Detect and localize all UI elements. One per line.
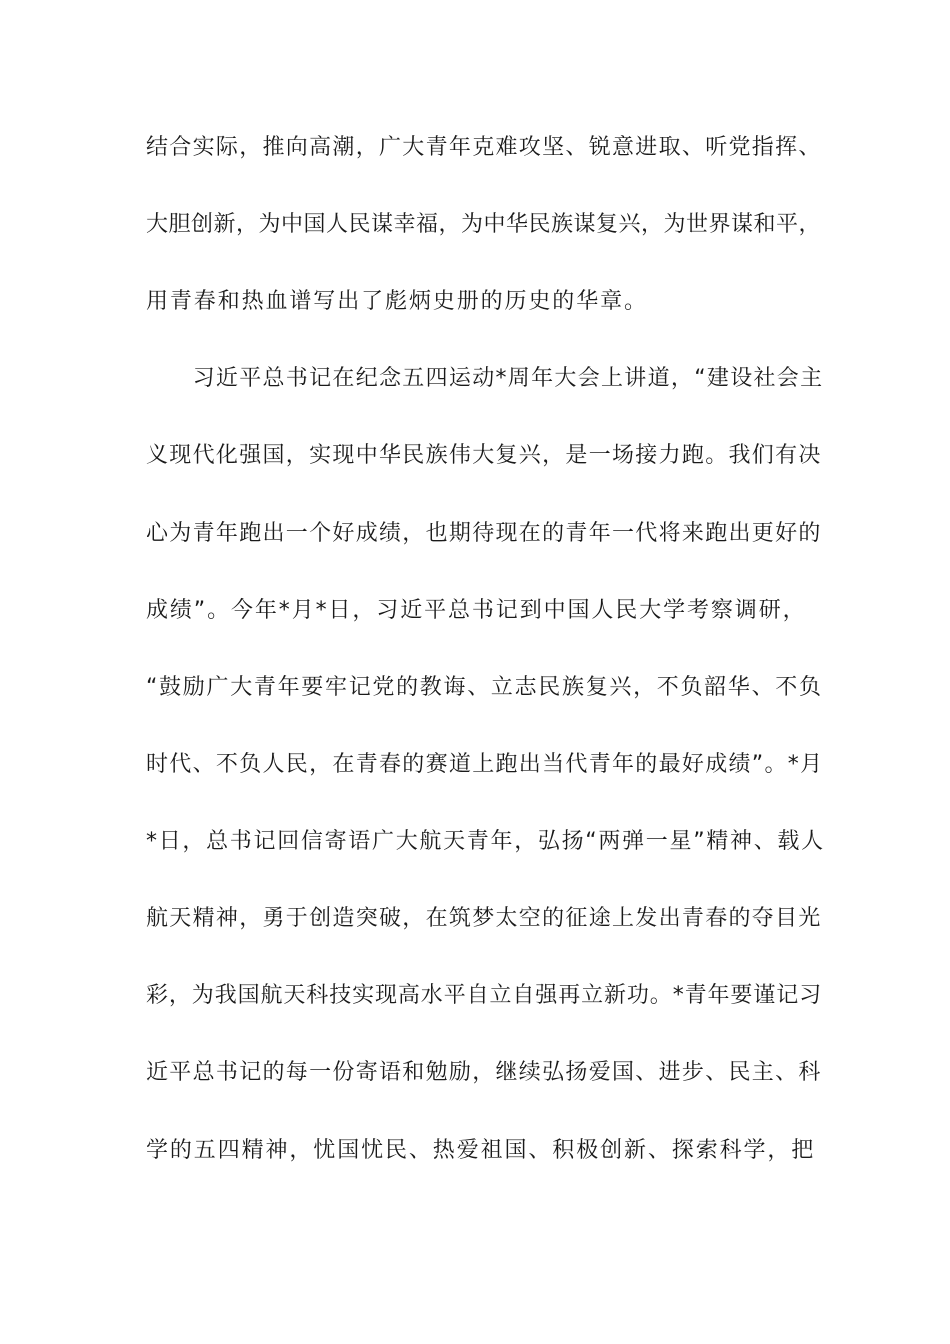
text-line: 时代、不负人民，在青春的赛道上跑出当代青年的最好成绩”。*月 bbox=[146, 752, 824, 777]
text-line: 成绩”。今年*月*日，习近平总书记到中国人民大学考察调研， bbox=[146, 598, 807, 623]
text-line: 心为青年跑出一个好成绩，也期待现在的青年一代将来跑出更好的 bbox=[146, 521, 822, 546]
text-line: 大胆创新，为中国人民谋幸福，为中华民族谋复兴，为世界谋和平， bbox=[146, 212, 822, 237]
text-line: 习近平总书记在纪念五四运动*周年大会上讲道，“建设社会主 bbox=[146, 366, 824, 391]
text-line: 学的五四精神，忧国忧民、热爱祖国、积极创新、探索科学，把 bbox=[146, 1138, 816, 1163]
text-line: 结合实际，推向高潮，广大青年克难攻坚、锐意进取、听党指挥、 bbox=[146, 135, 822, 160]
text-line: 彩，为我国航天科技实现高水平自立自强再立新功。*青年要谨记习 bbox=[146, 983, 823, 1008]
text-line: 近平总书记的每一份寄语和勉励，继续弘扬爱国、进步、民主、科 bbox=[146, 1060, 822, 1085]
text-line: 用青春和热血谱写出了彪炳史册的历史的华章。 bbox=[146, 289, 648, 314]
text-line: 义现代化强国，实现中华民族伟大复兴，是一场接力跑。我们有决 bbox=[146, 443, 822, 468]
text-line: “鼓励广大青年要牢记党的教诲、立志民族复兴，不负韶华、不负 bbox=[146, 675, 823, 700]
text-line: 航天精神，勇于创造突破，在筑梦太空的征途上发出青春的夺目光 bbox=[146, 906, 822, 931]
text-line: *日，总书记回信寄语广大航天青年，弘扬“两弹一星”精神、载人 bbox=[146, 829, 825, 854]
